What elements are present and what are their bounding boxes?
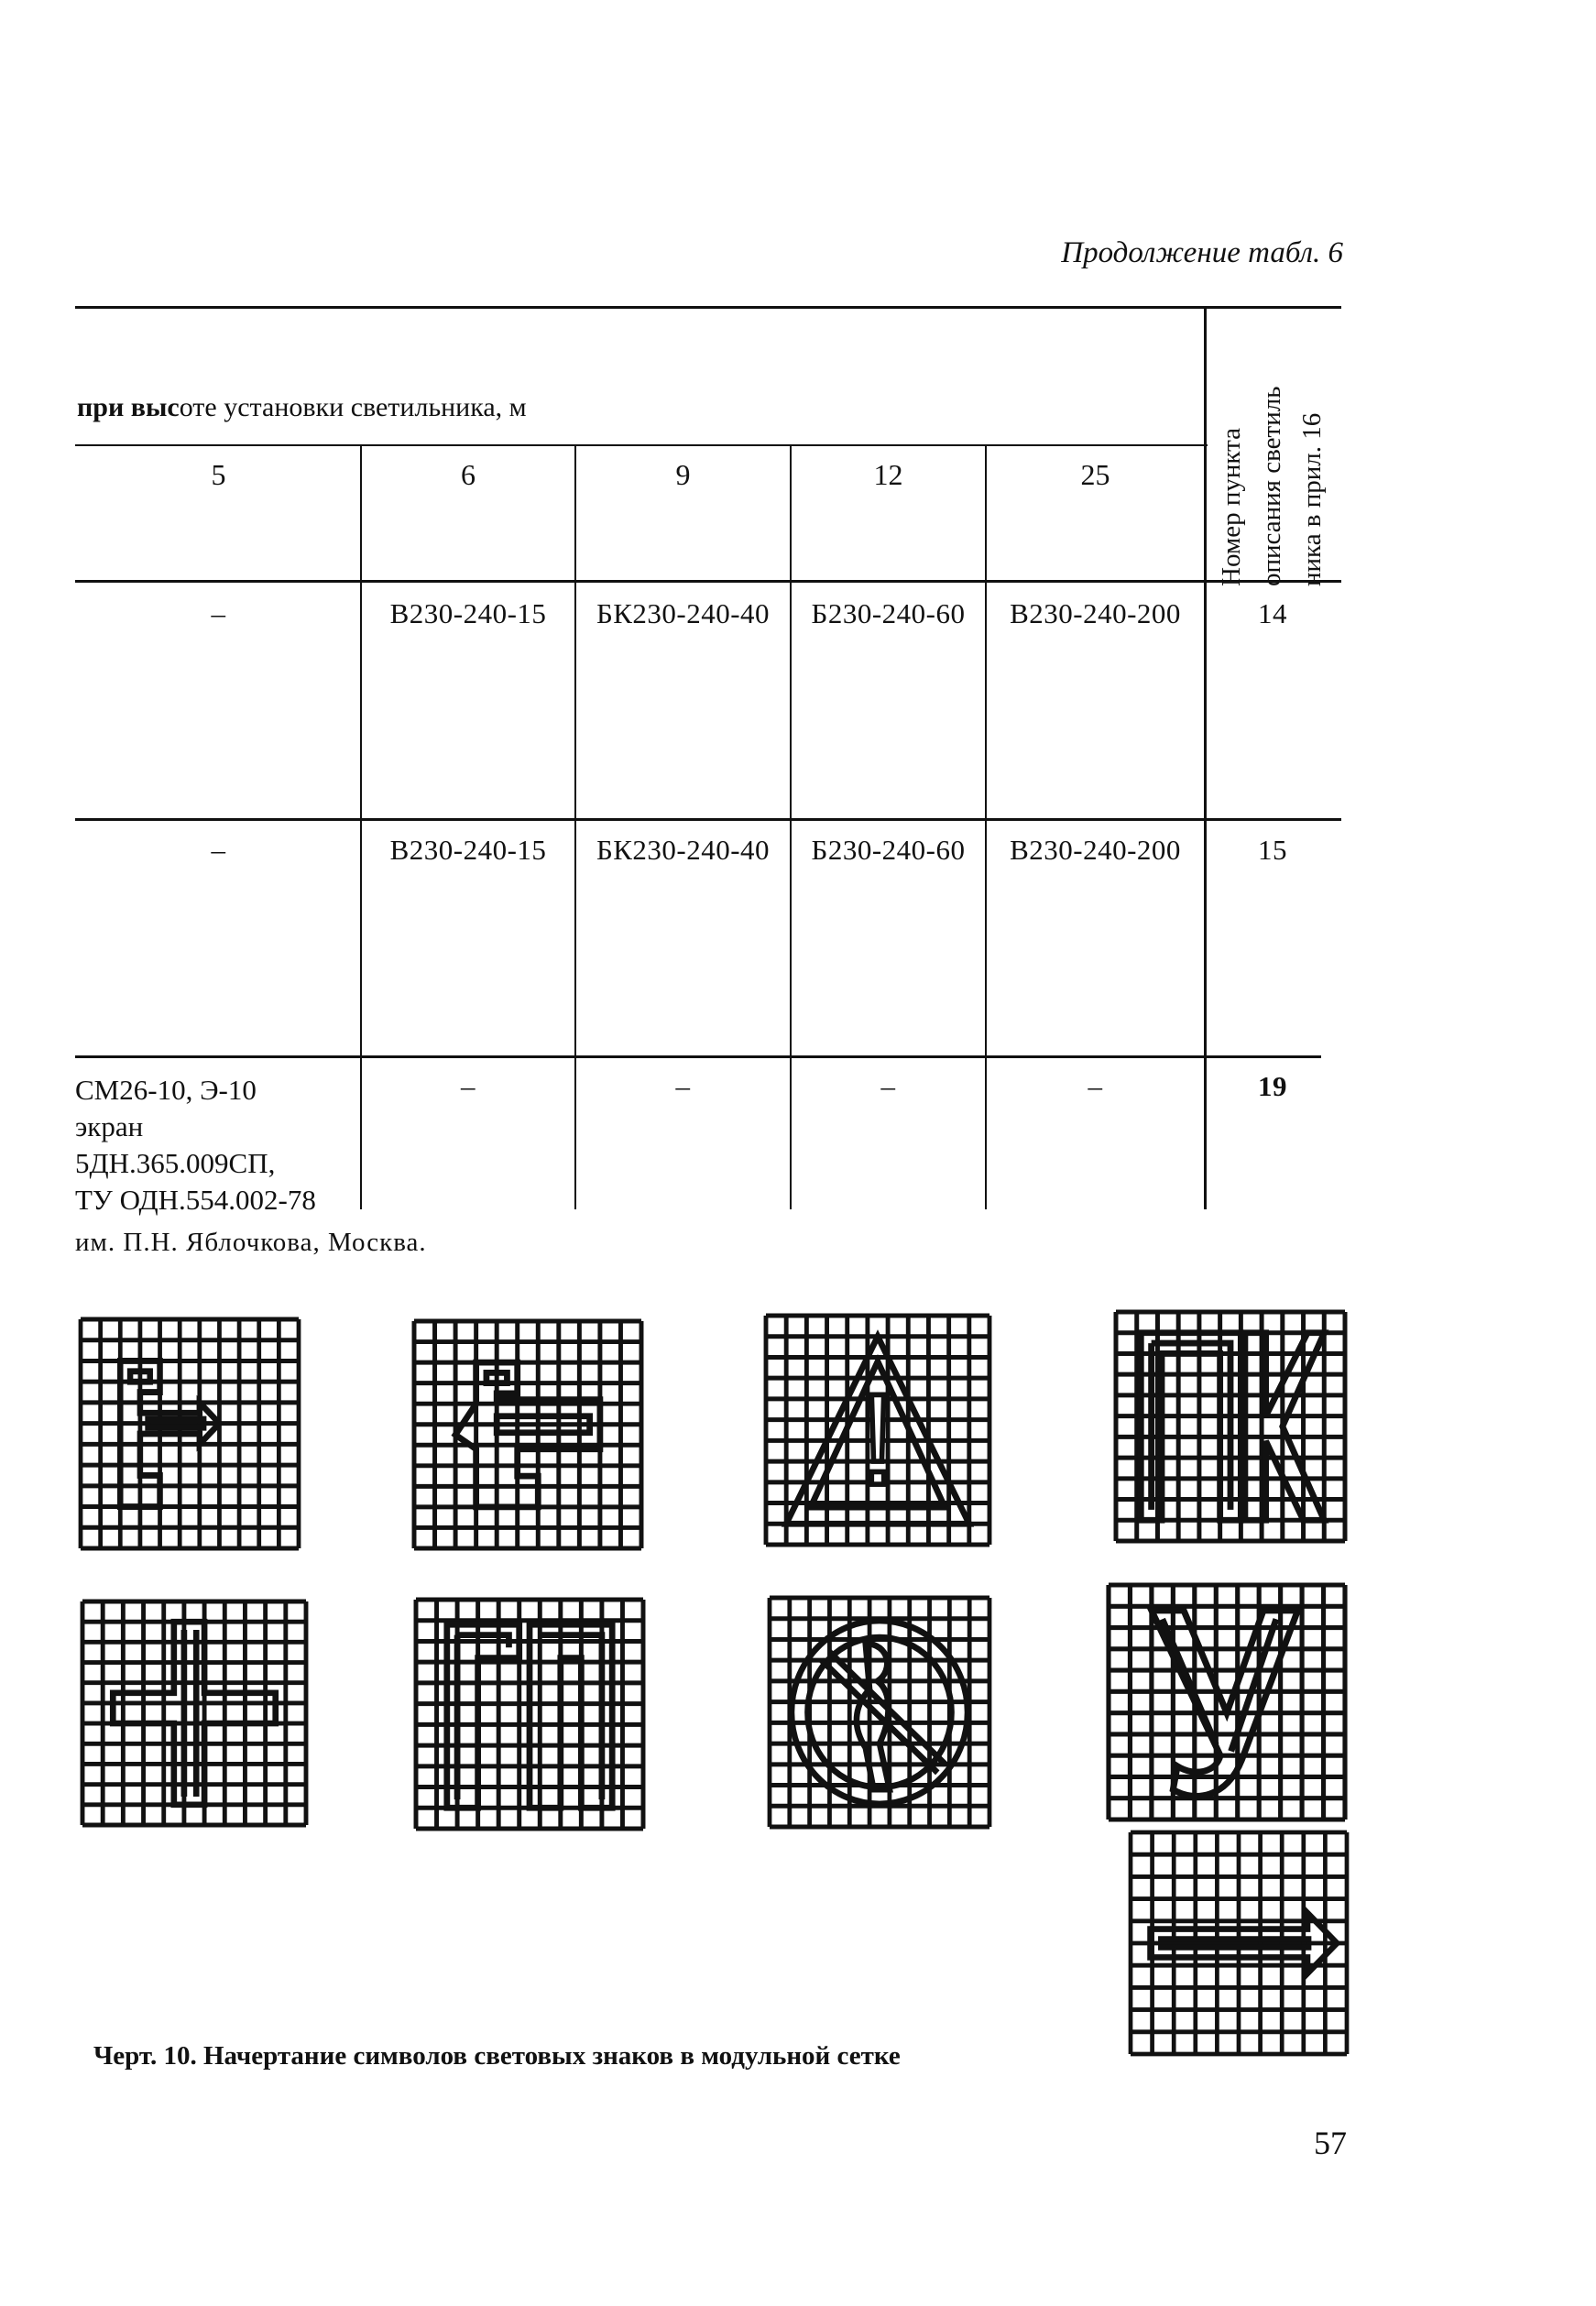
cell-h12: – xyxy=(880,1070,896,1102)
col-header-6: 6 xyxy=(461,458,476,491)
item-number-header: Номер пункта описания светиль ника в прил. 16 xyxy=(1217,386,1327,586)
cell-h5: – xyxy=(211,597,226,629)
cell-h5: – xyxy=(211,834,226,866)
cell-h12: Б230-240-60 xyxy=(811,834,966,866)
cell-h9: – xyxy=(675,1070,691,1102)
arrow-right-icon xyxy=(81,1319,299,1548)
row-rule-2 xyxy=(75,1055,1321,1058)
warning-triangle-icon xyxy=(766,1316,989,1545)
letters-gp-icon xyxy=(416,1600,643,1829)
arrow-left-icon xyxy=(414,1321,641,1548)
cell-item: 19 xyxy=(1258,1070,1287,1102)
col-header-9: 9 xyxy=(675,458,691,491)
cell-h25: В230-240-200 xyxy=(1010,597,1181,629)
header-bottom-rule xyxy=(75,580,1341,583)
group-header: при высоте установки светильника, м xyxy=(77,392,527,422)
row-rule-1 xyxy=(75,818,1341,821)
cell-h25: В230-240-200 xyxy=(1010,834,1181,866)
table-top-rule xyxy=(75,306,1341,309)
footnote: им. П.Н. Яблочкова, Москва. xyxy=(75,1228,427,1257)
cell-h12: Б230-240-60 xyxy=(811,597,966,629)
cell-h5-multiline: СМ26-10, Э-10 экран 5ДН.365.009СП, ТУ ОДН.554.002-78 xyxy=(75,1074,316,1216)
cell-h6: В230-240-15 xyxy=(389,834,547,866)
cell-item: 15 xyxy=(1258,834,1287,866)
header-sub-rule xyxy=(75,444,1208,446)
col-header-12: 12 xyxy=(873,458,903,491)
letters-pk-icon xyxy=(1116,1312,1345,1541)
figure-caption: Черт. 10. Начертание символов световых знаков в модульной сетке xyxy=(93,2041,901,2071)
col-header-5: 5 xyxy=(211,458,226,491)
cell-h6: – xyxy=(461,1070,476,1102)
cross-icon xyxy=(82,1601,306,1825)
cell-h9: БК230-240-40 xyxy=(596,597,771,629)
cell-h9: БК230-240-40 xyxy=(596,834,771,866)
cell-item: 14 xyxy=(1258,597,1287,629)
cell-h25: – xyxy=(1088,1070,1103,1102)
col-header-25: 25 xyxy=(1080,458,1110,491)
no-smoking-icon xyxy=(770,1598,989,1827)
cell-h6: В230-240-15 xyxy=(389,597,547,629)
arrow-long-right-icon xyxy=(1131,1832,1347,2054)
table-continuation-label: Продолжение табл. 6 xyxy=(1061,236,1343,269)
letter-u-icon xyxy=(1109,1585,1345,1820)
page-number: 57 xyxy=(1314,2125,1347,2161)
